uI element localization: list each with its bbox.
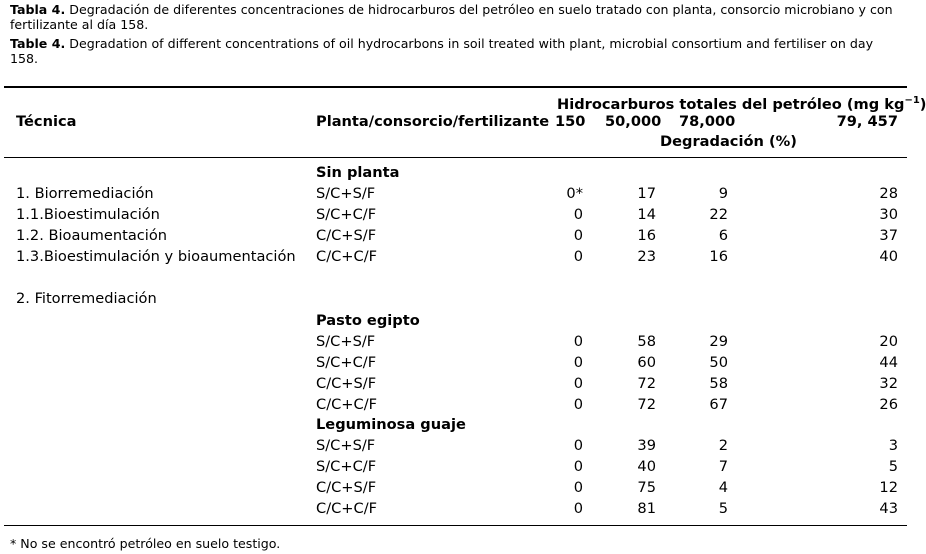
caption-english-label: Table 4. [10, 36, 66, 51]
header-degradacion: Degradación (%) [660, 133, 797, 150]
group-pasto-egipto: Pasto egipto [316, 312, 420, 329]
caption-english [10, 36, 905, 66]
table-cell-value: 0 [573, 206, 583, 223]
table-cell-value: 4 [718, 479, 728, 496]
table-cell-value: 40 [879, 248, 898, 265]
table-cell-value: 0 [573, 333, 583, 350]
table-cell-value: 67 [709, 396, 728, 413]
table-cell-value: 16 [709, 248, 728, 265]
tecnica-bioestimulacion: 1.1.Bioestimulación [16, 206, 160, 223]
table-row-treatment: C/C+C/F [316, 396, 378, 413]
table-cell-value: 29 [709, 333, 728, 350]
table-row-treatment: C/C+C/F [316, 248, 378, 265]
table-cell-value: 39 [637, 437, 656, 454]
table-cell-value: 9 [718, 185, 728, 202]
header-bottom-rule [4, 157, 907, 158]
table-cell-value: 23 [637, 248, 656, 265]
table-cell-value: 3 [888, 437, 898, 454]
caption-spanish-text: Degradación de diferentes concentraciones de hidrocarburos del petróleo en suelo tratado con planta, consorcio microbiano y con fertilizante al día 158. [10, 2, 893, 32]
table-cell-value: 72 [637, 396, 656, 413]
table-cell-value: 0 [573, 437, 583, 454]
table-row-treatment: S/C+C/F [316, 354, 377, 371]
table-cell-value: 2 [718, 437, 728, 454]
tecnica-bioestimulacion-bioaumentacion: 1.3.Bioestimulación y bioaumentación [16, 248, 296, 265]
table-cell-value: 0 [573, 227, 583, 244]
table-cell-value: 44 [879, 354, 898, 371]
caption-spanish-label: Tabla 4. [10, 2, 66, 17]
table-cell-value: 43 [879, 500, 898, 517]
table-cell-value: 58 [709, 375, 728, 392]
table-cell-value: 17 [637, 185, 656, 202]
tecnica-bioaumentacion: 1.2. Bioaumentación [16, 227, 168, 244]
table-row-treatment: C/C+S/F [316, 479, 377, 496]
table-cell-value: 75 [637, 479, 656, 496]
header-unit-exponent: −1 [904, 95, 920, 106]
table-cell-value: 30 [879, 206, 898, 223]
table-row-treatment: C/C+C/F [316, 500, 378, 517]
table-cell-value: 60 [637, 354, 656, 371]
table-row-treatment: S/C+C/F [316, 458, 377, 475]
table-cell-value: 0 [573, 479, 583, 496]
table-cell-value: 0 [573, 375, 583, 392]
group-leguminosa-guaje: Leguminosa guaje [316, 416, 466, 433]
tecnica-fitorremediacion: 2. Fitorremediación [16, 290, 157, 307]
header-conc-78000: 78,000 [679, 113, 736, 130]
header-hidrocarburos-text: Hidrocarburos totales del petróleo (mg kg [557, 95, 905, 113]
table-cell-value: 40 [637, 458, 656, 475]
header-unit-close: ) [919, 95, 926, 113]
caption-spanish [10, 2, 905, 32]
header-hidrocarburos [557, 92, 926, 114]
table-cell-value: 58 [637, 333, 656, 350]
table-cell-value: 0 [573, 396, 583, 413]
table-cell-value: 0 [573, 248, 583, 265]
footnote: * No se encontró petróleo en suelo testigo. [10, 536, 281, 551]
table-cell-value: 5 [888, 458, 898, 475]
table-cell-value: 6 [718, 227, 728, 244]
table-cell-value: 20 [879, 333, 898, 350]
table-cell-value: 0 [573, 458, 583, 475]
table-cell-value: 0 [573, 500, 583, 517]
table-cell-value: 14 [637, 206, 656, 223]
table-cell-value: 81 [637, 500, 656, 517]
table-cell-value: 16 [637, 227, 656, 244]
header-conc-79457: 79, 457 [836, 113, 898, 130]
table-cell-value: 72 [637, 375, 656, 392]
table-row-treatment: S/C+S/F [316, 185, 376, 202]
header-conc-50000: 50,000 [605, 113, 662, 130]
table-row-treatment: C/C+S/F [316, 375, 377, 392]
group-sin-planta: Sin planta [316, 164, 400, 181]
table-row-treatment: S/C+C/F [316, 206, 377, 223]
table-row-treatment: S/C+S/F [316, 437, 376, 454]
table-cell-value: 50 [709, 354, 728, 371]
table-cell-value: 0 [573, 354, 583, 371]
header-conc-150: 150 [555, 113, 586, 130]
caption-english-text: Degradation of different concentrations of oil hydrocarbons in soil treated with plant, microbial consortium and fertiliser on day 158. [10, 36, 874, 66]
table-top-rule [4, 86, 907, 88]
table-cell-value: 22 [709, 206, 728, 223]
header-tecnica: Técnica [16, 113, 77, 130]
header-tratamiento: Planta/consorcio/fertilizante [316, 113, 550, 130]
table-cell-value: 12 [879, 479, 898, 496]
table-cell-value: 37 [879, 227, 898, 244]
table-cell-value: 5 [718, 500, 728, 517]
table-cell-value: 26 [879, 396, 898, 413]
table-cell-value: 0* [566, 185, 583, 202]
table-cell-value: 7 [718, 458, 728, 475]
tecnica-biorremediacion: 1. Biorremediación [16, 185, 154, 202]
table-cell-value: 32 [879, 375, 898, 392]
table-row-treatment: C/C+S/F [316, 227, 377, 244]
table-bottom-rule [4, 525, 907, 526]
table-row-treatment: S/C+S/F [316, 333, 376, 350]
table-cell-value: 28 [879, 185, 898, 202]
